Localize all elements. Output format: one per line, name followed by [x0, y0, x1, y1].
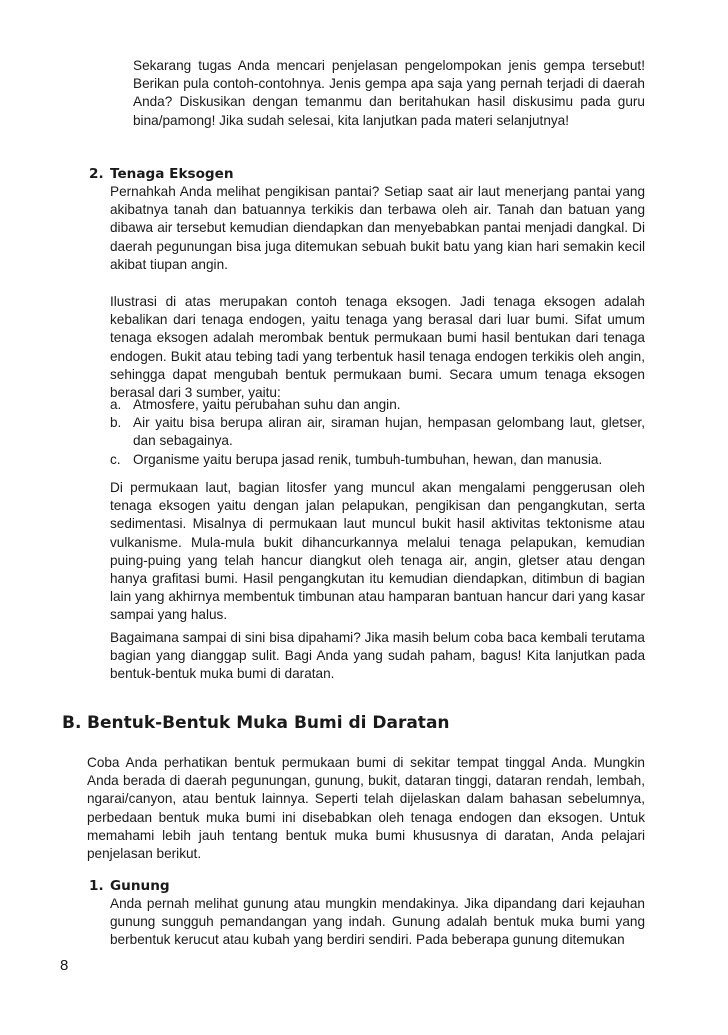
- section-2-heading: [89, 165, 234, 183]
- list-item-text: Air yaitu bisa berupa aliran air, siraman hujan, hempasan gelombang laut, gletser, dan sebagainya.: [133, 415, 645, 449]
- subsection-number: 1.: [89, 878, 104, 894]
- section-2-paragraph-1: Pernahkah Anda melihat pengikisan pantai? Setiap saat air laut menerjang pantai yang akibatnya tanah dan batuannya terkikis dan terbawa oleh air. Tanah dan batuan yang dibawa air tersebut kemudian diendapkan dan menyebabkan pantai menjadi dangkal. Di daerah pegunungan bisa juga ditemukan sebuah bukit batu yang kian hari semakin kecil akibat tiupan angin.: [110, 184, 645, 272]
- page-number: 8: [60, 957, 69, 974]
- list-item-text: Atmosfere, yaitu perubahan suhu dan angin.: [133, 397, 401, 412]
- section-2-number: 2.: [89, 166, 104, 182]
- subsection-title: Gunung: [110, 878, 170, 894]
- section-b-title: Bentuk-Bentuk Muka Bumi di Daratan: [87, 713, 450, 733]
- section-2-title: Tenaga Eksogen: [110, 166, 234, 182]
- list-item: [110, 414, 645, 450]
- list-item-text: Organisme yaitu berupa jasad renik, tumbuh-tumbuhan, hewan, dan manusia.: [133, 451, 603, 467]
- section-b-paragraph: Coba Anda perhatikan bentuk permukaan bumi di sekitar tempat tinggal Anda. Mungkin Anda berada di daerah pegunungan, gunung, bukit, dataran tinggi, dataran rendah, lembah, ngarai/canyon, atau bentuk lainnya. Seperti telah dijelaskan dalam bahasan sebelumnya, perbedaan bentuk muka bumi ini disebabkan oleh tenaga endogen dan eksogen. Untuk memahami lebih jauh tentang bentuk muka bumi khususnya di daratan, Anda pelajari penjelasan berikut.: [87, 755, 645, 862]
- list-marker: c.: [110, 451, 121, 467]
- section-b-letter: B.: [62, 713, 82, 733]
- subsection-gunung-paragraph: Anda pernah melihat gunung atau mungkin mendakinya. Jika dipandang dari kejauhan gunung sungguh pemandangan yang indah. Gunung adalah bentuk muka bumi yang berbentuk kerucut atau kubah yang berdiri sendiri. Pada beberapa gunung ditemukan: [110, 896, 645, 948]
- list-marker: a.: [110, 397, 122, 412]
- list-item: [110, 396, 645, 414]
- intro-paragraph: Sekarang tugas Anda mencari penjelasan pengelompokan jenis gempa tersebut! Berikan pula contoh-contohnya. Jenis gempa apa saja yang pernah terjadi di daerah Anda? Diskusikan dengan temanmu dan beritahukan hasil diskusimu pada guru bina/pamong! Jika sudah selesai, kita lanjutkan pada materi selanjutnya!: [133, 58, 645, 128]
- section-2-paragraph-4: Bagaimana sampai di sini bisa dipahami? Jika masih belum coba baca kembali terutama bagian yang dianggap sulit. Bagi Anda yang sudah paham, bagus! Kita lanjutkan pada bentuk-bentuk muka bumi di daratan.: [110, 630, 645, 682]
- eksogen-sources-list: [110, 396, 645, 469]
- section-b-heading: [62, 712, 450, 734]
- section-2-paragraph-2: Ilustrasi di atas merupakan contoh tenaga eksogen. Jadi tenaga eksogen adalah kebalikan dari tenaga endogen, yaitu tenaga yang berasal dari luar bumi. Sifat umum tenaga eksogen adalah merombak bentuk permukaan bumi hasil bentukan dari tenaga endogen. Bukit atau tebing tadi yang terbentuk hasil tenaga endogen terkikis oleh angin, sehingga dapat mengubah bentuk permukaan bumi. Secara umum tenaga eksogen berasal dari 3 sumber, yaitu:: [110, 294, 645, 401]
- list-marker: b.: [110, 415, 122, 431]
- list-item: [110, 451, 645, 469]
- section-2-paragraph-3: Di permukaan laut, bagian litosfer yang muncul akan mengalami penggerusan oleh tenaga eksogen yaitu dengan jalan pelapukan, pengikisan dan pengangkutan, serta sedimentasi. Misalnya di permukaan laut muncul bukit hasil aktivitas tektonisme atau vulkanisme. Mula-mula bukit dihancurkannya melalui tenaga pelapukan, kemudian puing-puing yang telah hancur diangkut oleh tenaga air, angin, gletser atau dengan hanya grafitasi bumi. Hasil pengangkutan itu kemudian diendapkan, ditimbun di bagian lain yang akhirnya membentuk timbunan atau hamparan bantuan hancur dari yang kasar sampai yang halus.: [110, 480, 645, 623]
- subsection-gunung-heading: [89, 877, 170, 895]
